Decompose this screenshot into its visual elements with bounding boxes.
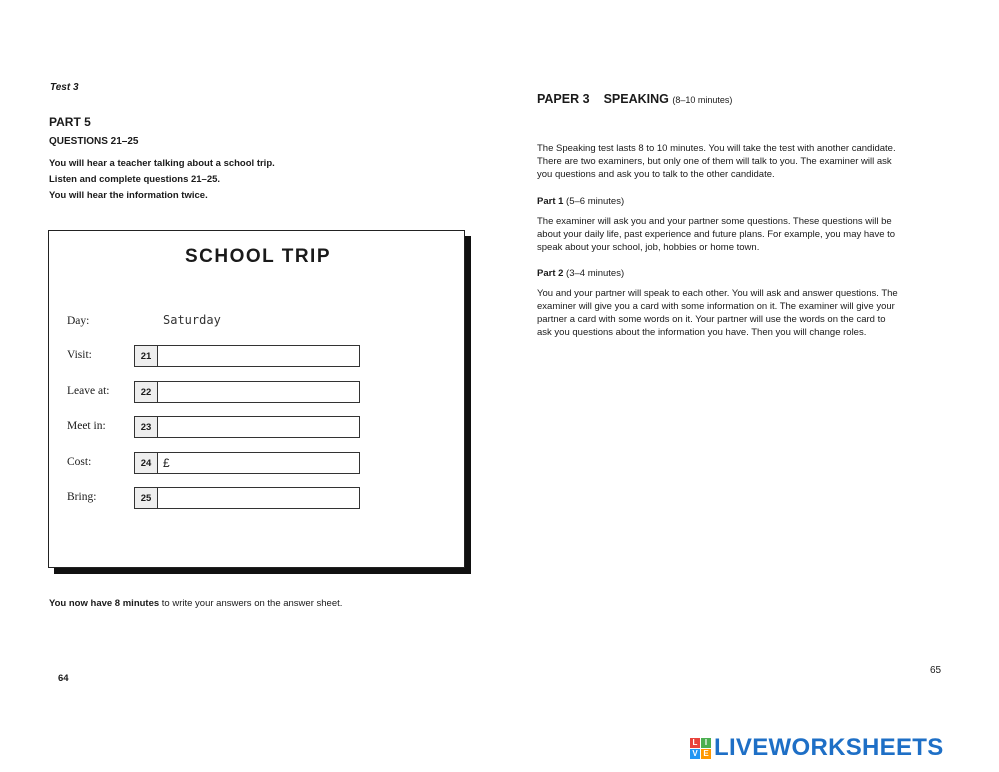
- paper-duration: (8–10 minutes): [672, 95, 733, 105]
- time-note-bold: You now have 8 minutes: [49, 598, 160, 609]
- questions-title: QUESTIONS 21–25: [49, 136, 139, 147]
- logo-letter: I: [701, 738, 711, 748]
- time-note-rest: to write your answers on the answer sheet.: [159, 598, 343, 609]
- part2-time: (3–4 minutes): [563, 268, 625, 279]
- page-number-right: 65: [930, 665, 942, 676]
- logo-letter: E: [701, 749, 711, 759]
- cost-input[interactable]: [170, 453, 359, 473]
- page-number-left: 64: [58, 673, 69, 684]
- question-number: 22: [135, 382, 158, 402]
- meet-in-input[interactable]: [158, 417, 359, 437]
- part-title: PART 5: [49, 115, 91, 129]
- paper-name: SPEAKING: [603, 92, 669, 106]
- part1-title: Part 1: [537, 196, 564, 207]
- bring-label: Bring:: [67, 491, 97, 503]
- paper-title: [537, 92, 732, 106]
- answer-field-22[interactable]: [134, 381, 360, 403]
- form-title: SCHOOL TRIP: [185, 246, 331, 267]
- logo-letter: L: [690, 738, 700, 748]
- part2-heading: [537, 268, 624, 279]
- part1-time: (5–6 minutes): [563, 196, 625, 207]
- answer-field-23[interactable]: [134, 416, 360, 438]
- question-number: 21: [135, 346, 158, 366]
- question-number: 23: [135, 417, 158, 437]
- instruction-line: Listen and complete questions 21–25.: [49, 174, 221, 185]
- meet-in-label: Meet in:: [67, 420, 106, 432]
- pound-sign: £: [163, 456, 170, 470]
- part1-text: The examiner will ask you and your partner some questions. These questions will be about your daily life, past experience and future plans. For example, you may have to speak about your school, job, hobbies or home town.: [537, 216, 896, 253]
- logo-letter: V: [690, 749, 700, 759]
- logo-icon: [690, 738, 711, 759]
- bring-input[interactable]: [158, 488, 359, 508]
- answer-field-24[interactable]: [134, 452, 360, 474]
- part1-heading: [537, 196, 624, 207]
- test-label: Test 3: [50, 82, 79, 93]
- visit-label: Visit:: [67, 349, 92, 361]
- leave-at-input[interactable]: [158, 382, 359, 402]
- part2-text: You and your partner will speak to each other. You will ask and answer questions. The examiner will give you a card with some information on it. The examiner will give your partner a card with some words on it. Your partner will use the words on the card to ask you questions about the information you have. Then you will change roles.: [537, 288, 898, 338]
- time-note: [49, 598, 342, 609]
- answer-field-21[interactable]: [134, 345, 360, 367]
- instruction-line: You will hear the information twice.: [49, 190, 208, 201]
- cost-label: Cost:: [67, 456, 92, 468]
- leave-at-label: Leave at:: [67, 385, 110, 397]
- logo-text: LIVEWORKSHEETS: [714, 734, 944, 761]
- visit-input[interactable]: [158, 346, 359, 366]
- day-label: Day:: [67, 315, 90, 327]
- day-value: Saturday: [163, 313, 221, 327]
- liveworksheets-logo: [690, 734, 944, 762]
- part2-title: Part 2: [537, 268, 564, 279]
- question-number: 25: [135, 488, 158, 508]
- answer-field-25[interactable]: [134, 487, 360, 509]
- question-number: 24: [135, 453, 158, 473]
- paper-label: PAPER 3: [537, 92, 590, 106]
- instruction-line: You will hear a teacher talking about a school trip.: [49, 158, 275, 169]
- speaking-intro: The Speaking test lasts 8 to 10 minutes. You will take the test with another candidate. There are two examiners, but only one of them will talk to you. The examiner will ask you questions and ask you to talk to the other candidate.: [537, 143, 896, 180]
